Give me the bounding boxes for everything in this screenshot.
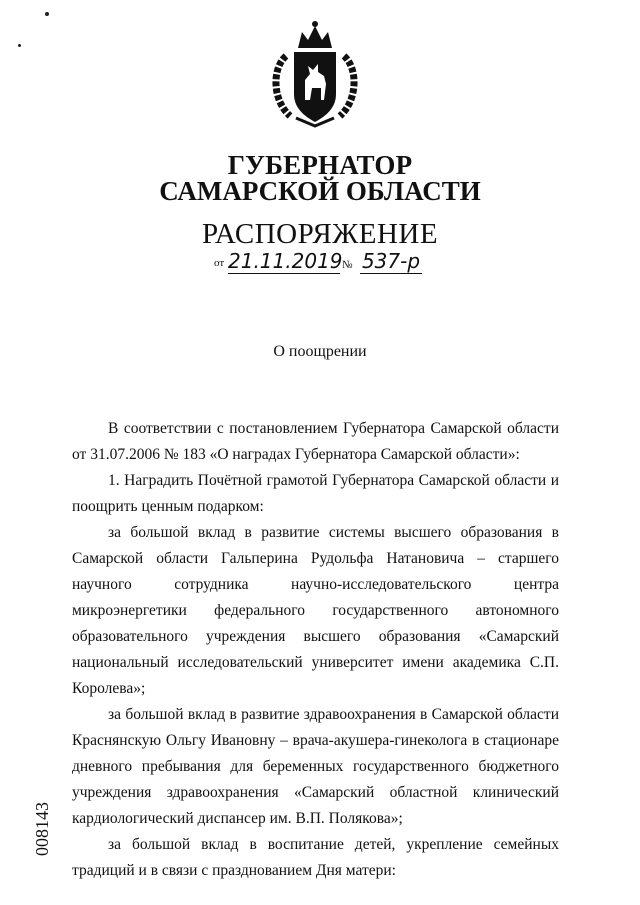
handwritten-date: 21.11.2019 bbox=[228, 249, 343, 273]
paragraph-recipient-1: за большой вклад в развитие системы высшего образования в Самарской области Гальперина Рудольфа Натановича – старшего научного сотрудника научно-исследовательского центра микроэнергетики федерального государственного автономного образовательного учреждения высшего образования «Самарский национальный исследовательский университет имени академика С.П. Королева»; bbox=[72, 524, 559, 697]
serial-number-text: 008143 bbox=[32, 802, 52, 856]
scan-speck bbox=[18, 44, 21, 47]
paragraph-award-clause: 1. Наградить Почётной грамотой Губернатора Самарской области и поощрить ценным подарком: bbox=[72, 472, 559, 515]
document-type: РАСПОРЯЖЕНИЕ bbox=[201, 218, 439, 250]
coat-of-arms-emblem bbox=[268, 18, 362, 130]
number-label: № bbox=[342, 259, 353, 271]
document-subject: О поощрении bbox=[273, 343, 367, 360]
scan-speck bbox=[45, 12, 49, 16]
paragraph-preamble: В соответствии с постановлением Губернатора Самарской области от 31.07.2006 № 183 «О наградах Губернатора Самарской области»: bbox=[72, 420, 559, 463]
side-serial-number bbox=[30, 790, 54, 860]
paragraph-recipient-3: за большой вклад в воспитание детей, укрепление семейных традиций и в связи с празднованием Дня матери: bbox=[72, 836, 559, 879]
handwritten-number: 537-р bbox=[361, 249, 421, 273]
date-number-line bbox=[214, 249, 421, 273]
from-label: от bbox=[214, 257, 225, 269]
document-body bbox=[72, 416, 559, 884]
issuer-title-line1: ГУБЕРНАТОР bbox=[227, 150, 413, 180]
issuer-title-line2: САМАРСКОЙ ОБЛАСТИ bbox=[159, 176, 481, 206]
paragraph-recipient-2: за большой вклад в развитие здравоохранения в Самарской области Краснянскую Ольгу Ивановну – врача-акушера-гинеколога в стационаре дневного пребывания для беременных государственного бюджетного учреждения здравоохранения «Самарский областной клинический кардиологический диспансер им. В.П. Полякова»; bbox=[72, 706, 559, 827]
